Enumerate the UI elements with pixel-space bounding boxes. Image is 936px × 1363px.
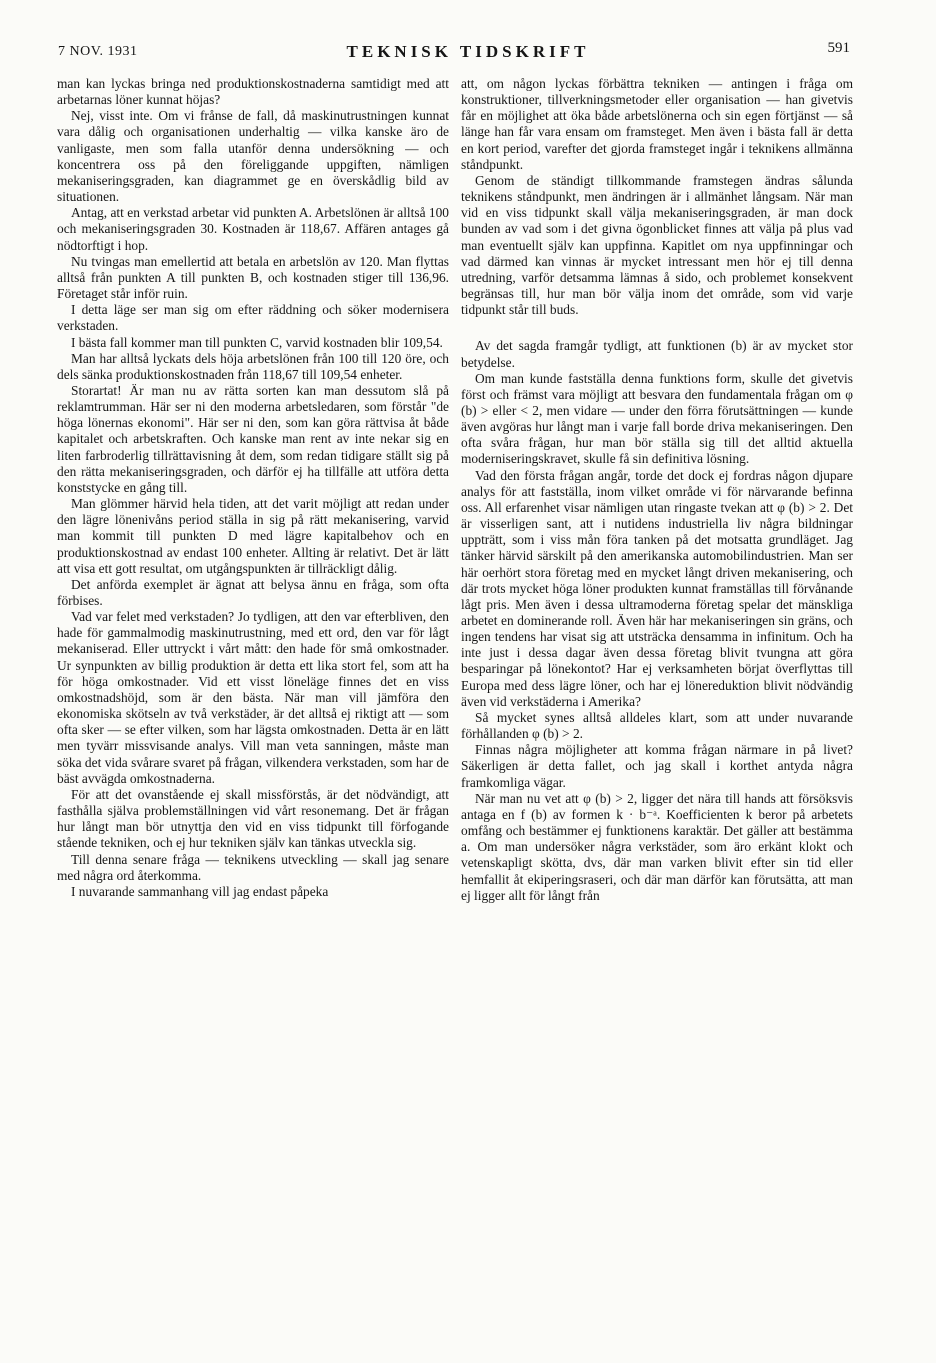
paragraph: I bästa fall kommer man till punkten C, varvid kostnaden blir 109,54. bbox=[71, 334, 443, 350]
paragraph: I nuvarande sammanhang vill jag endast påpeka bbox=[71, 883, 329, 899]
paragraph: Till denna senare fråga — teknikens utveckling — skall jag senare med några ord återkomma. bbox=[57, 851, 449, 883]
paragraph: Nu tvingas man emellertid att betala en arbetslön av 120. Man flyttas alltså från punkten A till punkten B, och kostnaden stiger till 136,96. Företaget står inför ruin. bbox=[57, 253, 449, 302]
paragraph: Det anförda exemplet är ägnat att belysa ännu en fråga, som ofta förbises. bbox=[57, 576, 449, 608]
paragraph: Vad var felet med verkstaden? Jo tydligen, att den var efterbliven, den hade för gammalmodig maskinutrustning, med ett ord, den var för lågt mekaniserad. Eller uttryckt i vårt mått: den hade för små omkostnader. Ur synpunkten av billig produktion är detta ett lika stort fel, som att ha för höga omkostnader. Vid ett visst löneläge finnes det en viss omkostnadshöjd, som är den bästa. När man vill jämföra den ekonomiska skötseln av två verkstäder, är det alltså ej riktigt att — som ofta sker — se efter vilken, som har lägsta omkostnaden. Detta är en lätt men tyvärr missvisande analys. Vill man veta sanningen, måste man söka det vida svårare svaret på frågan, vilkendera verkstaden, som har de bäst avvägda omkostnaderna. bbox=[57, 609, 449, 786]
paragraph: Man glömmer härvid hela tiden, att det varit möjligt att redan under den lägre lönenivåns period ställa in sig på rätt mekanisering, varvid man kommit till punkten D med lägre kapitalbehov och en produktionskostnad av endast 100 enheter. Allting är relativt. Det är lätt att visa ett gott resultat, om utgångspunkten är tillräckligt dålig. bbox=[57, 496, 449, 576]
paragraph: För att det ovanstående ej skall missförstås, är det nödvändigt, att fasthålla själva problemställningen vid vårt resonemang. Det är frågan hur långt man bör utnyttja den vid en viss tidpunkt till förfogande stående tekniken, och ej hur tekniken själv kan tänkas utveckla sig. bbox=[57, 786, 449, 851]
paragraph: Antag, att en verkstad arbetar vid punkten A. Arbetslönen är alltså 100 och mekaniseringsgraden 30. Kostnaden är 118,67. Affären antages gå nödtorftigt i hop. bbox=[57, 205, 449, 253]
paragraph: Man har alltså lyckats dels höja arbetslönen från 100 till 120 öre, och dels sänka produktionskostnaden från 118,67 till 109,54 enheter. bbox=[57, 350, 449, 382]
right-column bbox=[461, 76, 853, 904]
paragraph: Vad den första frågan angår, torde det dock ej fordras någon djupare analys för att fastställa, inom vilket område vi för närvarande befinna oss. All erfarenhet visar nämligen utan ringaste tvekan att φ (b) > 2. Det är visserligen sant, att i nutidens industriella liv några bildningar uppträtt, som i viss mån föra tanken på det motsatta grundläget. Jag tänker härvid särskilt på den amerikanska automobilindustrien. Man ser här oerhört stora företag med en mycket långt driven mekanisering, och där trots mycket höga löner produkten kunnat framställas till förvånande lågt pris. Men även i dessa ultramoderna företag spelar det mänskliga arbetet en dominerande roll. Även här har mekaniseringen sin gräns, och ingen tendens har visat sig att utsträcka densamma in infinitum. Och ha inte just i dessa dagar även dessa företag blivit tvungna att göra besparingar på lönekontot? Har ej verksamheten börjat överflyttas till Europa med dess lägre löner, och har ej lönereduktion blivit nödvändig även vid verkstäderna i Amerika? bbox=[461, 467, 853, 709]
issue-date: 7 NOV. 1931 bbox=[58, 44, 138, 59]
paragraph: Om man kunde fastställa denna funktions form, skulle det givetvis först och främst vara möjligt att besvara den fundamentala frågan om φ (b) > eller < 2, men vidare — under den förra förutsättningen — kunde även avgöras hur långt man i varje fall borde driva mekaniseringen. Den ofta svåra frågan, hur man bör ställa sig till det alltid aktuella moderniseringskravet, skulle få sin definitiva lösning. bbox=[461, 370, 853, 467]
journal-title: TEKNISK TIDSKRIFT bbox=[346, 42, 590, 61]
page-number: 591 bbox=[827, 40, 850, 56]
paragraph: Så mycket synes alltså alldeles klart, som att under nuvarande förhållanden φ (b) > 2. bbox=[461, 709, 853, 742]
paragraph: Av det sagda framgår tydligt, att funktionen (b) är av mycket stor betydelse. bbox=[461, 338, 853, 370]
paragraph: man kan lyckas bringa ned produktionskostnaderna samtidigt med att arbetarnas löner kunnat höjas? bbox=[57, 76, 449, 108]
left-column bbox=[57, 76, 449, 900]
paragraph: Storartat! Är man nu av rätta sorten kan man dessutom slå på reklamtrumman. Här ser ni den moderna arbetsledaren, som förstår "de höga lönernas ekonomi". Här ser ni den, som kan göra rättvisa åt både kapitalet och arbetskraften. Och kanske man rent av inte nekar sig en liten farbroderlig tillrättavisning åt dem, som redan tidigare ställt sig på den rätta mekaniseringsgraden, och därför ej ha tillfälle att utföra detta konststycke en gång till. bbox=[57, 382, 449, 495]
paragraph: Genom de ständigt tillkommande framstegen ändras sålunda teknikens ståndpunkt, men ändringen är i allmänhet långsam. När man vid en viss tidpunkt skall välja mekaniseringsgraden, är man dock bunden av vad som i det givna ögonblicket finnes att välja på plus vad man eventuellt själv kan uppfinna. Kapitlet om nya uppfinningar och vad därmed kan vinnas är mycket intressant men hör ej till denna utredning, varför detsamma lämnas å sido, och problemet konsekvent begränsas till, hur man bör välja inom det område, som vid varje tidpunkt står till buds. bbox=[461, 172, 853, 318]
paragraph: Finnas några möjligheter att komma frågan närmare in på livet? Säkerligen är detta fallet, och jag skall i korthet antyda några framkomliga vägar. bbox=[461, 742, 853, 790]
paragraph: I detta läge ser man sig om efter räddning och söker modernisera verkstaden. bbox=[57, 302, 449, 334]
paragraph: att, om någon lyckas förbättra tekniken — antingen i fråga om konstruktioner, tillverkningsmetoder eller organisation — han givetvis får en möjlighet att öka både arbetslönerna och sin egen förtjänst — så länge han får vara ensam om framsteget. Men även i bästa fall är detta en kort period, varefter det gjorda framsteget ingår i teknikens allmänna ståndpunkt. bbox=[461, 76, 853, 172]
paragraph: Nej, visst inte. Om vi frånse de fall, då maskinutrustningen kunnat vara dålig och organisationen underhaltig — vilka kanske äro de vanligaste, men som falla utanför denna undersökning — och koncentrera oss på den föreliggande uppgiften, nämligen mekaniseringsgraden, kan diagrammet ge en överskådlig bild av situationen. bbox=[57, 108, 449, 205]
paragraph: När man nu vet att φ (b) > 2, ligger det nära till hands att försöksvis antaga en f (b) av formen k · b⁻ᵃ. Koefficienten k beror på arbetets omfång och bestämmer ej funktionens karaktär. Det gäller att bestämma a. Om man undersöker några verkstäder, som äro erkänt klokt och vetenskapligt skötta, dvs, där man varken blivit efter sin tid eller hemfallit åt ekiperingsraseri, och där man därför kan förutsätta, att man ej ligger allt för långt från bbox=[461, 790, 853, 903]
page-header bbox=[0, 40, 936, 64]
